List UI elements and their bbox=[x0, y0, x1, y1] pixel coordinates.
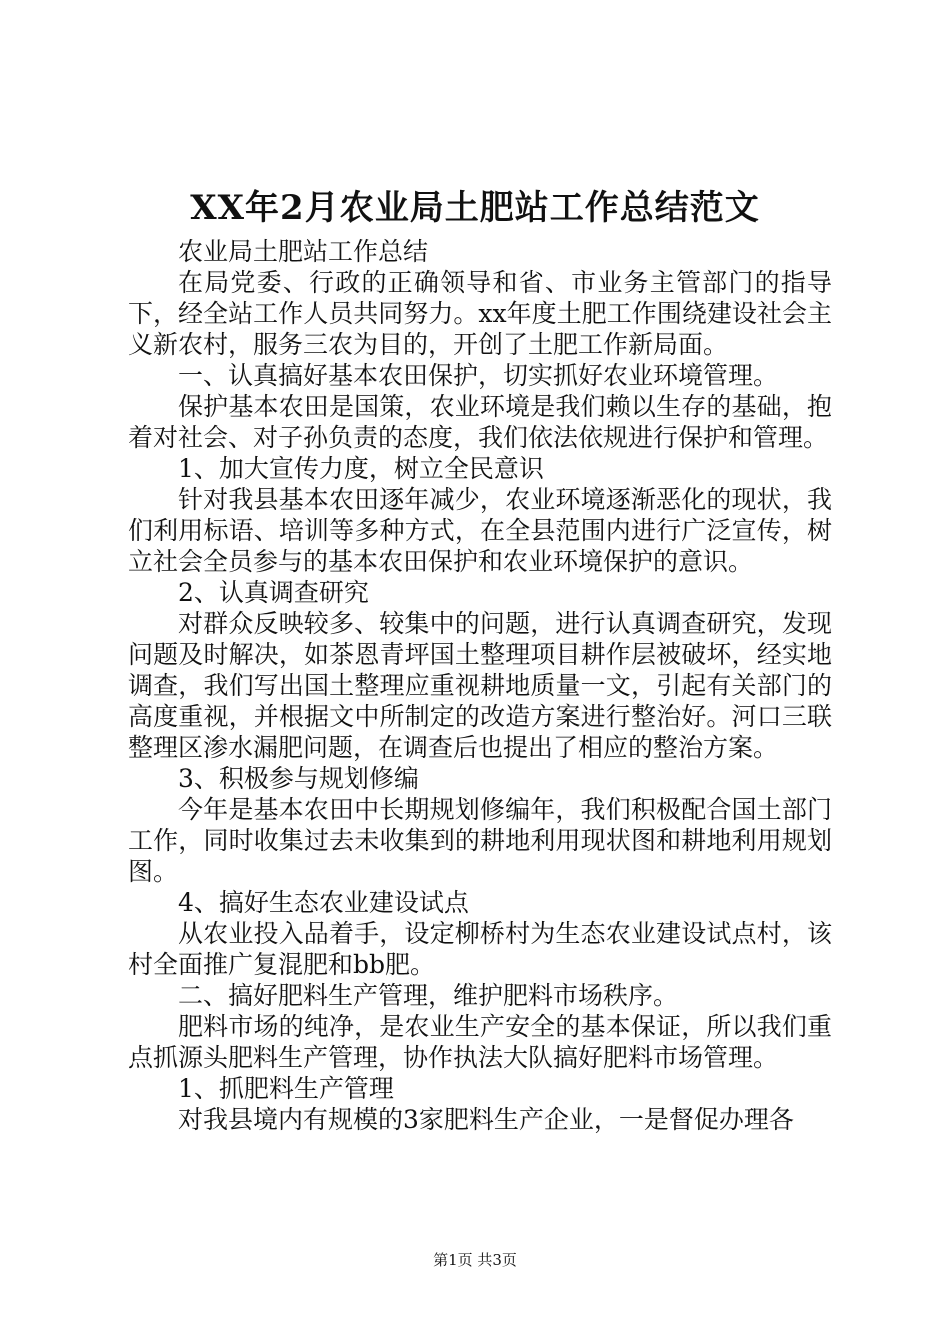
paragraph: 1、抓肥料生产管理 bbox=[178, 1074, 394, 1103]
paragraph: 农业局土肥站工作总结 bbox=[178, 237, 429, 266]
paragraph: 2、认真调查研究 bbox=[178, 578, 369, 607]
page-number-footer: 第1页 共3页 bbox=[433, 1251, 517, 1269]
document-body bbox=[128, 236, 832, 1135]
paragraph: 在局党委、行政的正确领导和省、市业务主管部门的指导下，经全站工作人员共同努力。xx年度土肥工作围绕建设社会主义新农村，服务三农为目的，开创了土肥工作新局面。 bbox=[128, 268, 832, 359]
paragraph: 二、搞好肥料生产管理，维护肥料市场秩序。 bbox=[178, 981, 679, 1010]
paragraph: 4、搞好生态农业建设试点 bbox=[178, 888, 469, 917]
paragraph: 一、认真搞好基本农田保护，切实抓好农业环境管理。 bbox=[178, 361, 779, 390]
paragraph: 针对我县基本农田逐年减少，农业环境逐渐恶化的现状，我们利用标语、培训等多种方式，在全县范围内进行广泛宣传，树立社会全员参与的基本农田保护和农业环境保护的意识。 bbox=[128, 485, 832, 576]
paragraph: 对我县境内有规模的3家肥料生产企业，一是督促办理各 bbox=[178, 1105, 794, 1134]
paragraph: 肥料市场的纯净，是农业生产安全的基本保证，所以我们重点抓源头肥料生产管理，协作执法大队搞好肥料市场管理。 bbox=[128, 1012, 832, 1072]
paragraph: 3、积极参与规划修编 bbox=[178, 764, 419, 793]
document-title: XX年2月农业局土肥站工作总结范文 bbox=[190, 188, 760, 228]
paragraph: 对群众反映较多、较集中的问题，进行认真调查研究，发现问题及时解决，如茶恩青坪国土整理项目耕作层被破坏，经实地调查，我们写出国土整理应重视耕地质量一文，引起有关部门的高度重视，并根据文中所制定的改造方案进行整治好。河口三联整理区渗水漏肥问题，在调查后也提出了相应的整治方案。 bbox=[128, 609, 832, 762]
paragraph: 1、加大宣传力度，树立全民意识 bbox=[178, 454, 544, 483]
paragraph: 保护基本农田是国策，农业环境是我们赖以生存的基础，抱着对社会、对子孙负责的态度，我们依法依规进行保护和管理。 bbox=[128, 392, 832, 452]
paragraph: 今年是基本农田中长期规划修编年，我们积极配合国土部门工作，同时收集过去未收集到的耕地利用现状图和耕地利用规划图。 bbox=[128, 795, 832, 886]
paragraph: 从农业投入品着手，设定柳桥村为生态农业建设试点村，该村全面推广复混肥和bb肥。 bbox=[128, 919, 832, 979]
